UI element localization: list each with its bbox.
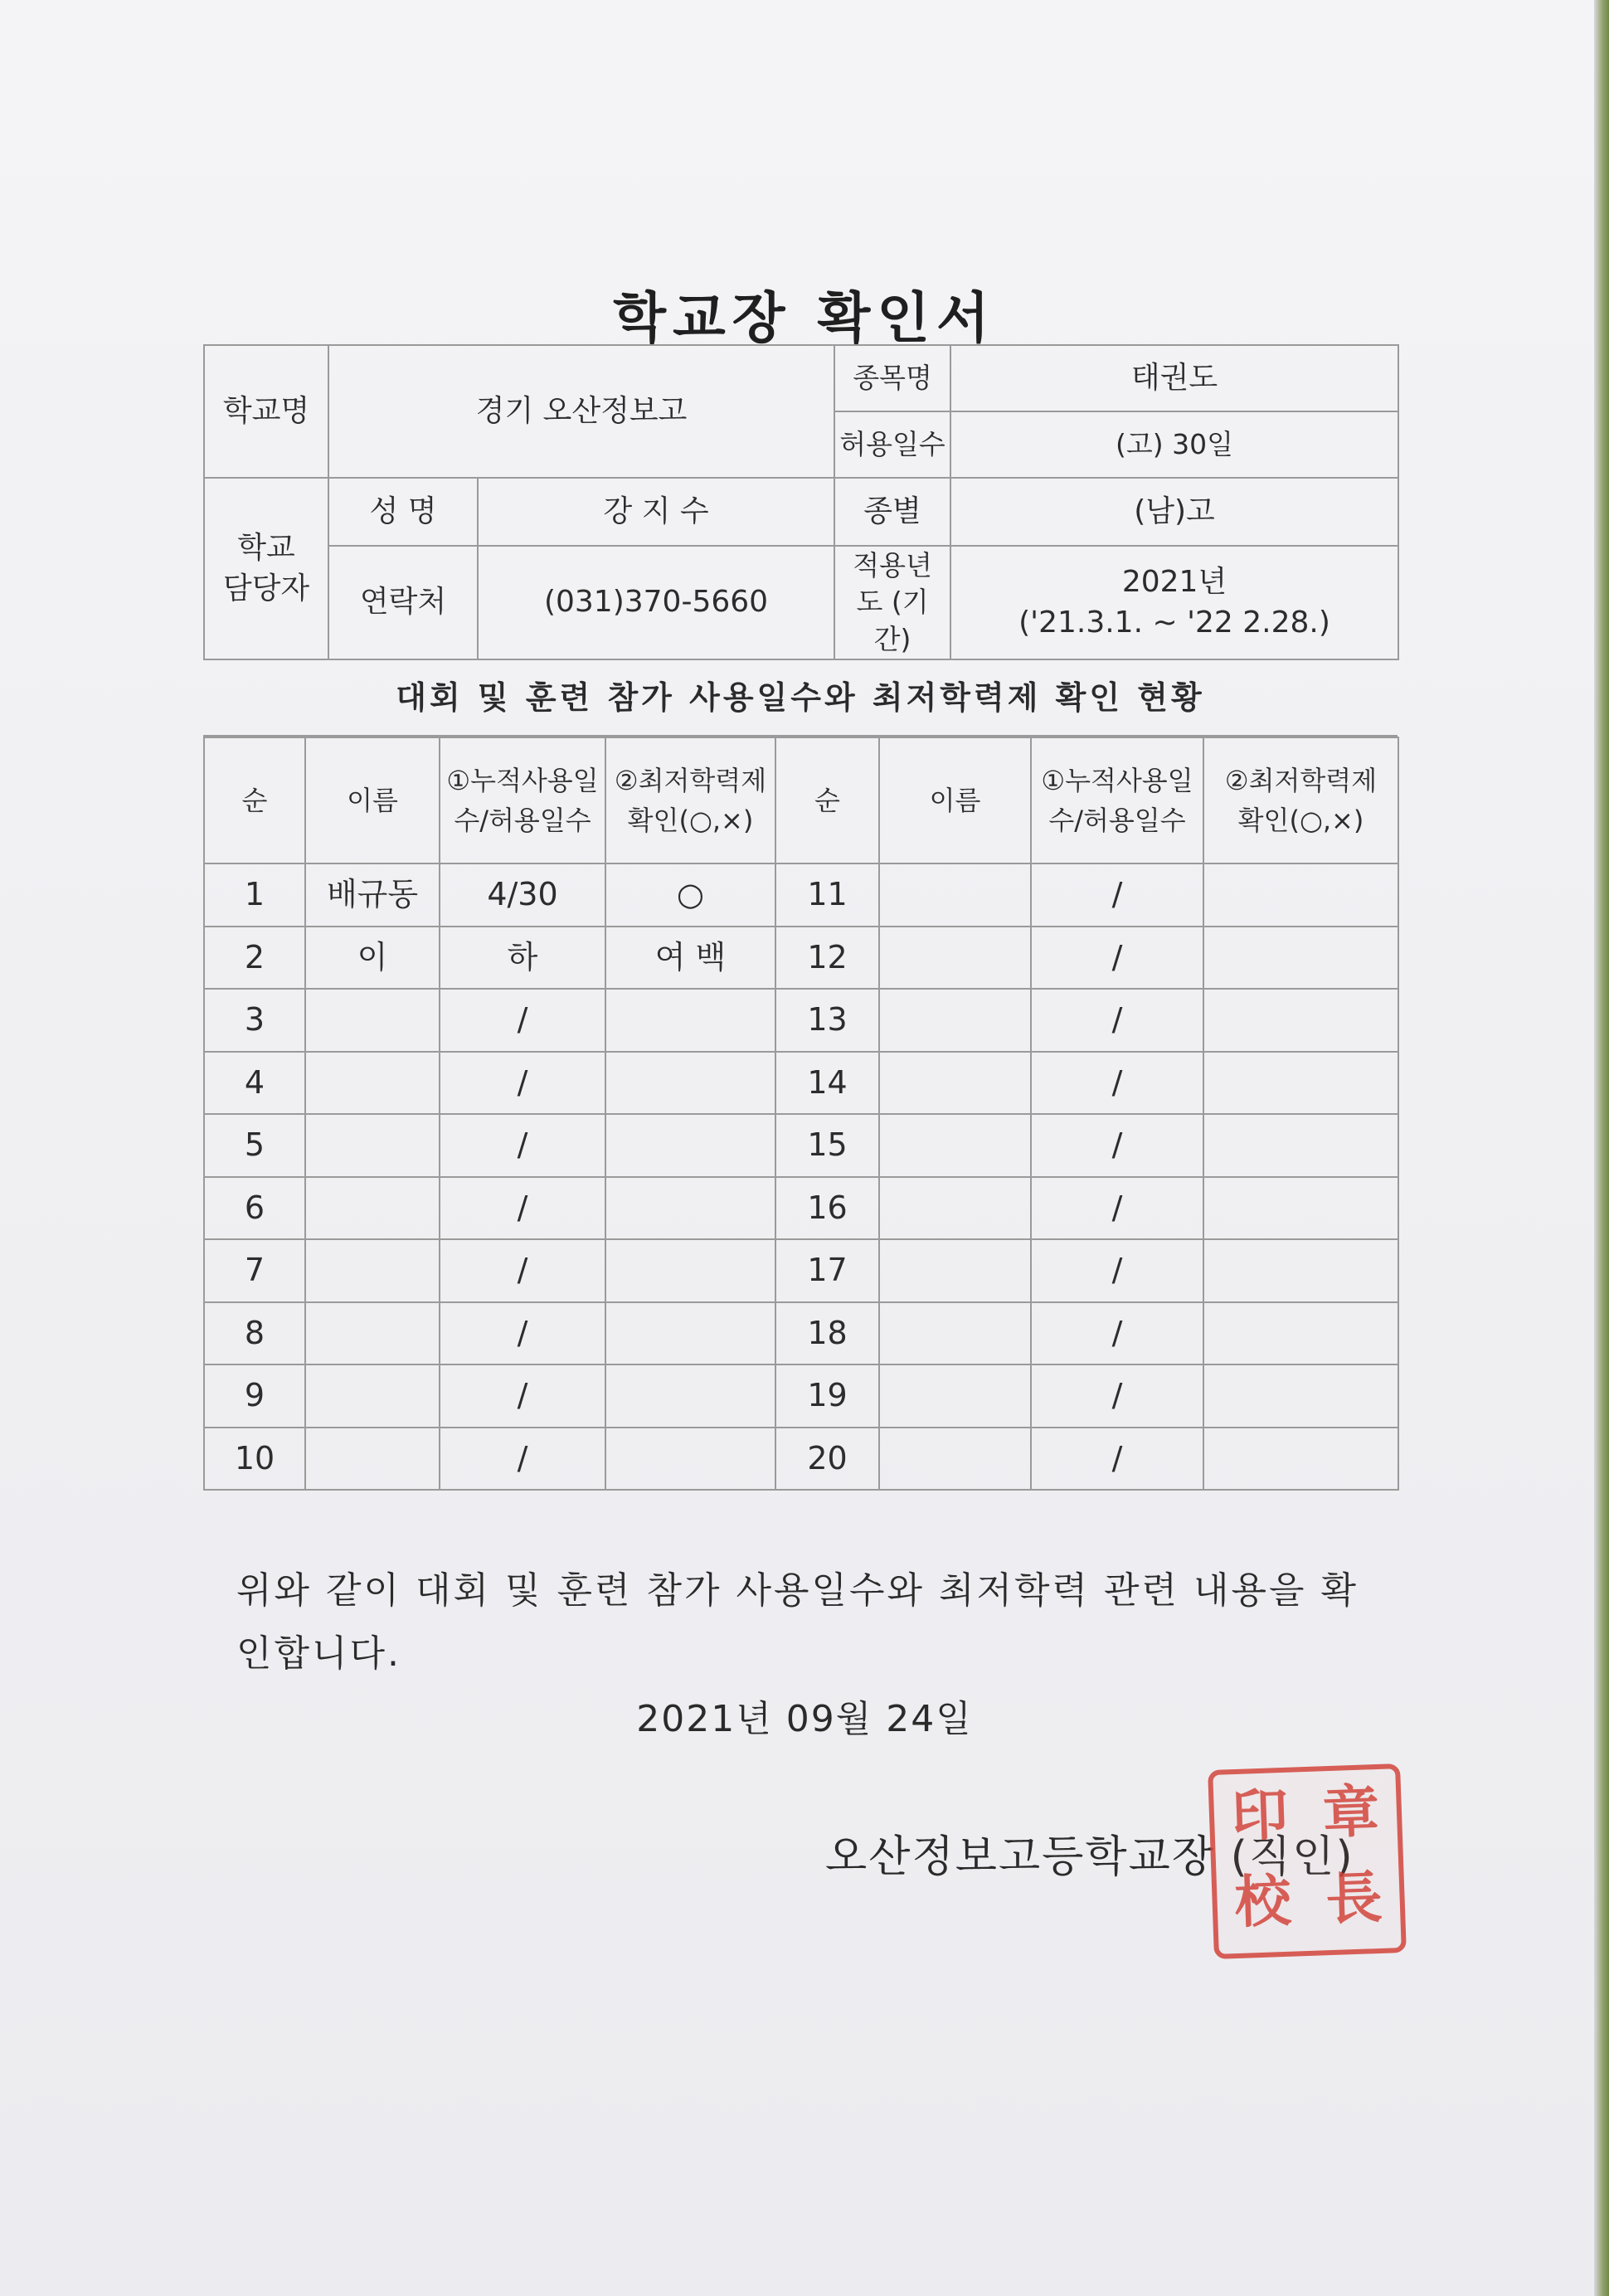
principal-signature-line: 오산정보고등학교장 (직인) [825, 1832, 1354, 1882]
school-label: 학교명 [204, 345, 328, 478]
row-no-2: 18 [775, 1302, 879, 1365]
allowed-days-label: 허용일수 [834, 411, 950, 478]
row-name-2 [879, 1364, 1031, 1428]
row-no: 6 [204, 1177, 305, 1240]
row-name [305, 1239, 440, 1302]
category-label: 종별 [834, 478, 950, 546]
seal-glyph: 校 [1233, 1868, 1293, 1937]
row-name [305, 1302, 440, 1365]
row-no: 9 [204, 1364, 305, 1428]
table-row [204, 1302, 1398, 1365]
row-days: 4/30 [440, 863, 605, 927]
row-check-2 [1203, 1177, 1398, 1240]
row-check [605, 989, 775, 1052]
row-check: 여 백 [605, 927, 775, 990]
row-no-2: 11 [775, 863, 879, 927]
row-check [605, 1428, 775, 1491]
issue-date: 2021년 09월 24일 [636, 1698, 973, 1740]
row-no: 4 [204, 1052, 305, 1115]
section-caption: 대회 및 훈련 참가 사용일수와 최저학력제 확인 현황 [203, 660, 1398, 737]
row-check: ○ [605, 863, 775, 927]
table-row [204, 863, 1398, 927]
row-days-2: / [1031, 927, 1203, 990]
row-check [605, 1177, 775, 1240]
table-row [204, 927, 1398, 990]
row-check-2 [1203, 863, 1398, 927]
row-check [605, 1302, 775, 1365]
row-check-2 [1203, 989, 1398, 1052]
row-no: 7 [204, 1239, 305, 1302]
table-row [204, 1239, 1398, 1302]
header-name-2: 이름 [879, 737, 1031, 863]
table-row [204, 989, 1398, 1052]
row-days-2: / [1031, 1364, 1203, 1428]
header-name: 이름 [305, 737, 440, 863]
row-days-2: / [1031, 863, 1203, 927]
name-value: 강 지 수 [478, 478, 834, 546]
official-seal [1208, 1763, 1407, 1959]
event-value: 태권도 [950, 345, 1398, 411]
row-check [605, 1114, 775, 1177]
header-no: 순 [204, 737, 305, 863]
row-days-2: / [1031, 1239, 1203, 1302]
row-name-2 [879, 989, 1031, 1052]
seal-row-2 [1216, 1855, 1401, 1948]
year-label: 적용년도 (기간) [834, 546, 950, 659]
row-no-2: 17 [775, 1239, 879, 1302]
row-check-2 [1203, 1428, 1398, 1491]
header-check: ②최저학력제 확인(○,×) [605, 737, 775, 863]
row-no-2: 19 [775, 1364, 879, 1428]
row-check [605, 1364, 775, 1428]
year-value-cell [950, 546, 1398, 659]
row-name-2 [879, 1052, 1031, 1115]
row-name-2 [879, 1177, 1031, 1240]
row-no: 5 [204, 1114, 305, 1177]
school-value: 경기 오산정보고 [328, 345, 834, 478]
seal-glyph: 章 [1321, 1778, 1381, 1847]
participation-table [203, 737, 1399, 1491]
row-days-2: / [1031, 1052, 1203, 1115]
allowed-days-value: (고) 30일 [950, 411, 1398, 478]
row-no: 2 [204, 927, 305, 990]
row-name: 배규동 [305, 863, 440, 927]
row-name-2 [879, 1239, 1031, 1302]
form-container [203, 344, 1398, 1491]
table-row [204, 1114, 1398, 1177]
contact-value: (031)370-5660 [478, 546, 834, 659]
row-no: 1 [204, 863, 305, 927]
row-name-2 [879, 927, 1031, 990]
table-body [204, 863, 1398, 1490]
period-value: ('21.3.1. ~ '22 2.28.) [1018, 605, 1330, 640]
row-name-2 [879, 1428, 1031, 1491]
name-label: 성 명 [328, 478, 478, 546]
seal-row-1 [1213, 1768, 1398, 1861]
header-days: ①누적사용일 수/허용일수 [440, 737, 605, 863]
row-no-2: 20 [775, 1428, 879, 1491]
row-no: 8 [204, 1302, 305, 1365]
row-days: 하 [440, 927, 605, 990]
category-value: (남)고 [950, 478, 1398, 546]
row-days: / [440, 1052, 605, 1115]
row-days: / [440, 1428, 605, 1491]
row-days-2: / [1031, 1114, 1203, 1177]
row-check [605, 1239, 775, 1302]
row-check [605, 1052, 775, 1115]
row-days-2: / [1031, 1428, 1203, 1491]
row-check-2 [1203, 1302, 1398, 1365]
row-no-2: 12 [775, 927, 879, 990]
row-check-2 [1203, 1052, 1398, 1115]
row-no-2: 14 [775, 1052, 879, 1115]
table-row [204, 1364, 1398, 1428]
row-days: / [440, 1302, 605, 1365]
row-name [305, 1052, 440, 1115]
row-name-2 [879, 1302, 1031, 1365]
row-no-2: 16 [775, 1177, 879, 1240]
row-name [305, 1114, 440, 1177]
row-check-2 [1203, 927, 1398, 990]
contact-label: 연락처 [328, 546, 478, 659]
table-row [204, 1177, 1398, 1240]
row-days-2: / [1031, 1302, 1203, 1365]
row-days: / [440, 1114, 605, 1177]
row-name: 이 [305, 927, 440, 990]
row-no: 3 [204, 989, 305, 1052]
row-check-2 [1203, 1114, 1398, 1177]
row-no-2: 13 [775, 989, 879, 1052]
event-label: 종목명 [834, 345, 950, 411]
row-name-2 [879, 863, 1031, 927]
header-days-2: ①누적사용일 수/허용일수 [1031, 737, 1203, 863]
seal-glyph: 印 [1230, 1782, 1290, 1851]
row-no: 10 [204, 1428, 305, 1491]
row-days: / [440, 1177, 605, 1240]
row-no-2: 15 [775, 1114, 879, 1177]
row-name-2 [879, 1114, 1031, 1177]
document-title: 학교장 확인서 [613, 286, 996, 350]
row-days: / [440, 1364, 605, 1428]
row-name [305, 1364, 440, 1428]
info-table [203, 344, 1399, 660]
row-days-2: / [1031, 1177, 1203, 1240]
seal-glyph: 長 [1325, 1865, 1383, 1934]
row-days-2: / [1031, 989, 1203, 1052]
row-check-2 [1203, 1239, 1398, 1302]
header-check-2: ②최저학력제 확인(○,×) [1203, 737, 1398, 863]
row-days: / [440, 989, 605, 1052]
manager-label: 학교 담당자 [204, 478, 328, 659]
row-days: / [440, 1239, 605, 1302]
header-no-2: 순 [775, 737, 879, 863]
statement-text: 위와 같이 대회 및 훈련 참가 사용일수와 최저학력 관련 내용을 확인합니다. [236, 1569, 1359, 1675]
row-check-2 [1203, 1364, 1398, 1428]
row-name [305, 989, 440, 1052]
row-name [305, 1428, 440, 1491]
table-header-row [204, 737, 1398, 863]
row-name [305, 1177, 440, 1240]
table-row [204, 1428, 1398, 1491]
table-row [204, 1052, 1398, 1115]
year-value: 2021년 [1121, 564, 1227, 599]
